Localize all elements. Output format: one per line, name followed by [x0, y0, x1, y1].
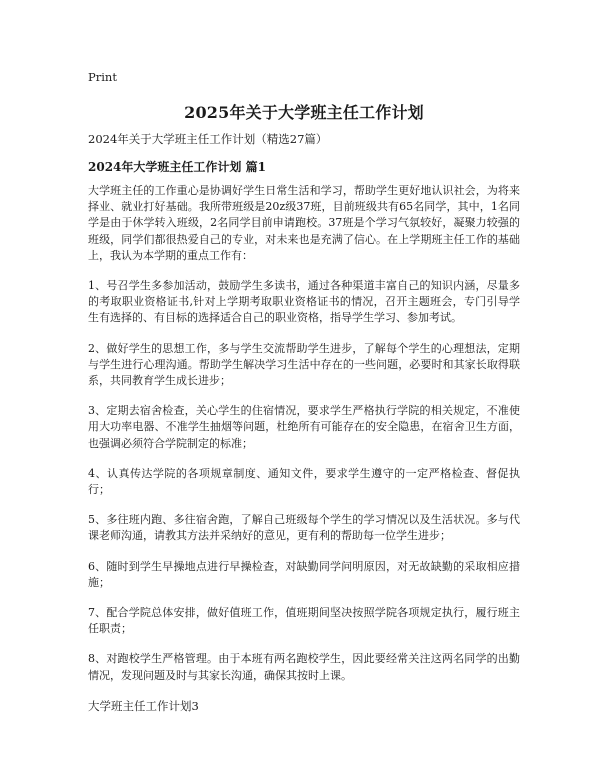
list-item-2: 2、做好学生的思想工作，多与学生交流帮助学生进步，了解每个学生的心理想法，定期与学生进行心理沟通。帮助学生解决学习生活中存在的一些问题，必要时和其家长取得联系，共同教育学生成长进步； [88, 341, 520, 388]
list-item-1: 1、号召学生多参加活动，鼓励学生多读书，通过各种渠道丰富自己的知识内涵，尽量多的考取职业资格证书,针对上学期考取职业资格证书的情况，召开主题班会，专门引导学生有选择的、有目标的选择适合自己的职业资格，指导学生学习、参加考试。 [88, 279, 520, 325]
intro-paragraph: 大学班主任的工作重心是协调好学生日常生活和学习，帮助学生更好地认识社会，为将来择业、就业打好基础。我所带班级是20z级37班，目前班级共有65名同学，其中，1名同学是由于休学转入班级，2名同学目前申请跑校。37班是个学习气氛较好，凝聚力较强的班级，同学们都很热爱自己的专业，对未来也是充满了信心。在上学期班主任工作的基础上，我认为本学期的重点工作有： [88, 184, 520, 262]
document-body [88, 183, 520, 714]
section-heading: 2024年大学班主任工作计划 篇1 [88, 160, 266, 174]
next-section-heading: 大学班主任工作计划3 [88, 698, 199, 713]
list-item-6: 6、随时到学生早操地点进行早操检查，对缺勤同学问明原因，对无故缺勤的采取相应措施； [88, 559, 520, 589]
print-link[interactable]: Print [88, 70, 117, 84]
list-item-5: 5、多往班内跑、多往宿舍跑，了解自己班级每个学生的学习情况以及生活状况。多与代课老师沟通，请教其方法并采纳好的意见，更有利的帮助每一位学生进步； [88, 513, 520, 543]
list-item-7: 7、配合学院总体安排，做好值班工作，值班期间坚决按照学院各项规定执行，履行班主任职责； [88, 606, 520, 636]
document-title: 2025年关于大学班主任工作计划 [184, 103, 424, 122]
document-subtitle: 2024年关于大学班主任工作计划（精选27篇） [88, 132, 328, 146]
list-item-3: 3、定期去宿舍检查，关心学生的住宿情况，要求学生严格执行学院的相关规定，不准使用大功率电器、不准学生抽烟等问题，杜绝所有可能存在的安全隐患，在宿舍卫生方面，也强调必须符合学院制定的标准； [88, 404, 520, 450]
list-item-4: 4、认真传达学院的各项规章制度、通知文件，要求学生遵守的一定严格检查、督促执行； [88, 466, 520, 497]
list-item-8: 8、对跑校学生严格管理。由于本班有两名跑校学生，因此要经常关注这两名同学的出勤情况，发现问题及时与其家长沟通，确保其按时上课。 [88, 652, 520, 682]
